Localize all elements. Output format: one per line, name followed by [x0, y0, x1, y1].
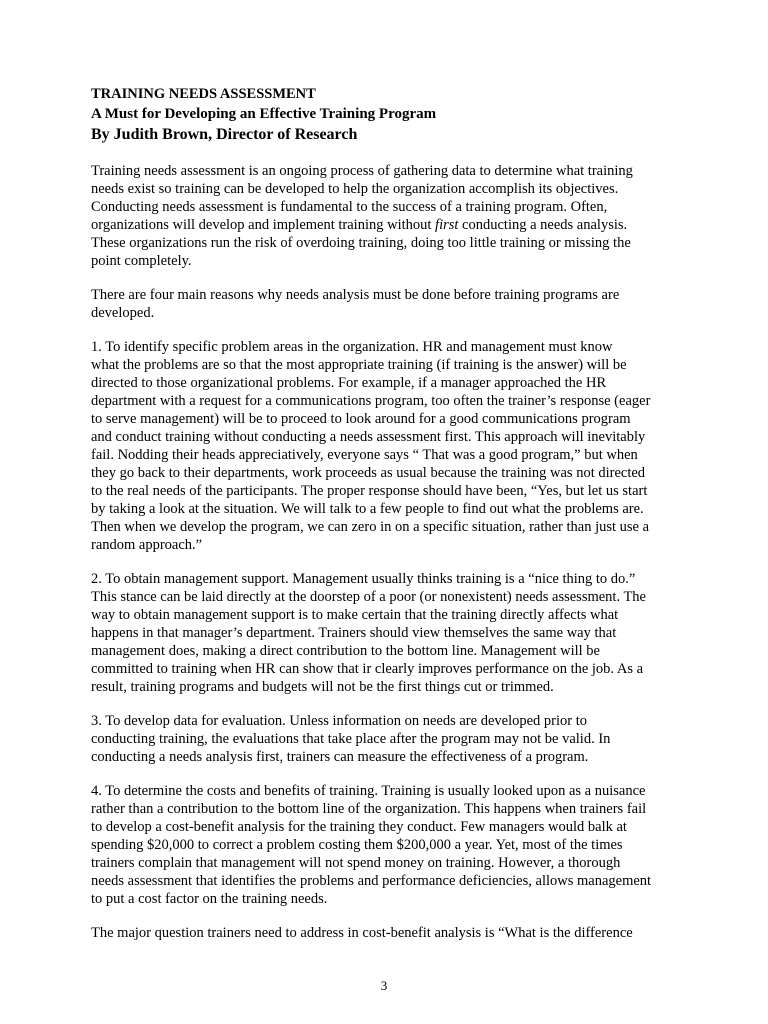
text-line: Conducting needs assessment is fundamental to the success of a training program. Often,: [91, 199, 608, 215]
text-line: to put a cost factor on the training needs.: [91, 891, 328, 907]
text-line: trainers complain that management will not spend money on training. However, a thorough: [91, 855, 621, 871]
text-line: they go back to their departments, work proceeds as usual because the training was not directed: [91, 465, 646, 481]
text-line: The major question trainers need to address in cost-benefit analysis is “What is the difference: [91, 925, 633, 941]
body-text: [91, 162, 691, 942]
paragraph: [91, 712, 691, 766]
text-line: and conduct training without conducting a needs assessment first. This approach will inevitably: [91, 429, 646, 445]
text-line: 2. To obtain management support. Management usually thinks training is a “nice thing to do.”: [91, 571, 636, 587]
paragraph: [91, 162, 691, 270]
text-line: This stance can be laid directly at the doorstep of a poor (or nonexistent) needs assessment. The: [91, 589, 646, 605]
text-line: fail. Nodding their heads appreciatively, everyone says “ That was a good program,” but when: [91, 447, 638, 463]
text-line: developed.: [91, 305, 155, 321]
paragraph: [91, 924, 691, 942]
text-line: These organizations run the risk of overdoing training, doing too little training or missing the: [91, 235, 631, 251]
text-line: to the real needs of the participants. The proper response should have been, “Yes, but let us start: [91, 483, 648, 499]
text-line: rather than a contribution to the bottom line of the organization. This happens when trainers fail: [91, 801, 647, 817]
text-line: 3. To develop data for evaluation. Unless information on needs are developed prior to: [91, 713, 588, 729]
paragraph: [91, 338, 691, 554]
paragraph: [91, 782, 691, 908]
text-line: 1. To identify specific problem areas in the organization. HR and management must know: [91, 339, 613, 355]
text-line: to serve management) will be to proceed to look around for a good communications program: [91, 411, 631, 427]
text-line: [91, 216, 691, 234]
text-line: point completely.: [91, 253, 192, 269]
document-subtitle: A Must for Developing an Effective Training Program: [91, 106, 437, 122]
text-line: Then when we develop the program, we can zero in on a specific situation, rather than just use a: [91, 519, 650, 535]
text-line: conducting a needs analysis first, trainers can measure the effectiveness of a program.: [91, 749, 589, 765]
text-line: There are four main reasons why needs analysis must be done before training programs are: [91, 287, 620, 303]
text-line: directed to those organizational problems. For example, if a manager approached the HR: [91, 375, 607, 391]
text-line: committed to training when HR can show that ir clearly improves performance on the job. As a: [91, 661, 644, 677]
paragraph: [91, 570, 691, 696]
text-line: happens in that manager’s department. Trainers should view themselves the same way that: [91, 625, 617, 641]
document-author: By Judith Brown, Director of Research: [91, 126, 358, 143]
paragraph: [91, 286, 691, 322]
text-line: conducting training, the evaluations that take place after the program may not be valid. In: [91, 731, 611, 747]
emphasis-text: first: [435, 217, 459, 233]
text-line: management does, making a direct contribution to the bottom line. Management will be: [91, 643, 600, 659]
text-segment: conducting a needs analysis.: [458, 217, 628, 233]
page-number: 3: [380, 978, 388, 993]
text-line: spending $20,000 to correct a problem costing them $200,000 a year. Yet, most of the times: [91, 837, 623, 853]
text-segment: organizations will develop and implement training without: [91, 217, 436, 233]
text-line: Training needs assessment is an ongoing process of gathering data to determine what training: [91, 163, 633, 179]
text-line: way to obtain management support is to make certain that the training directly affects what: [91, 607, 619, 623]
text-line: what the problems are so that the most appropriate training (if training is the answer) will be: [91, 357, 627, 373]
document-body: [91, 85, 691, 958]
text-line: needs assessment that identifies the problems and performance deficiencies, allows management: [91, 873, 652, 889]
text-line: needs exist so training can be developed to help the organization accomplish its objectives.: [91, 181, 619, 197]
text-line: 4. To determine the costs and benefits of training. Training is usually looked upon as a nuisance: [91, 783, 646, 799]
text-line: to develop a cost-benefit analysis for the training they conduct. Few managers would balk at: [91, 819, 627, 835]
text-line: random approach.”: [91, 537, 203, 553]
text-line: by taking a look at the situation. We will talk to a few people to find out what the problems are.: [91, 501, 644, 517]
text-line: department with a request for a communications program, too often the trainer’s response (eager: [91, 393, 651, 409]
text-line: result, training programs and budgets will not be the first things cut or trimmed.: [91, 679, 554, 695]
document-title: TRAINING NEEDS ASSESSMENT: [91, 86, 316, 102]
